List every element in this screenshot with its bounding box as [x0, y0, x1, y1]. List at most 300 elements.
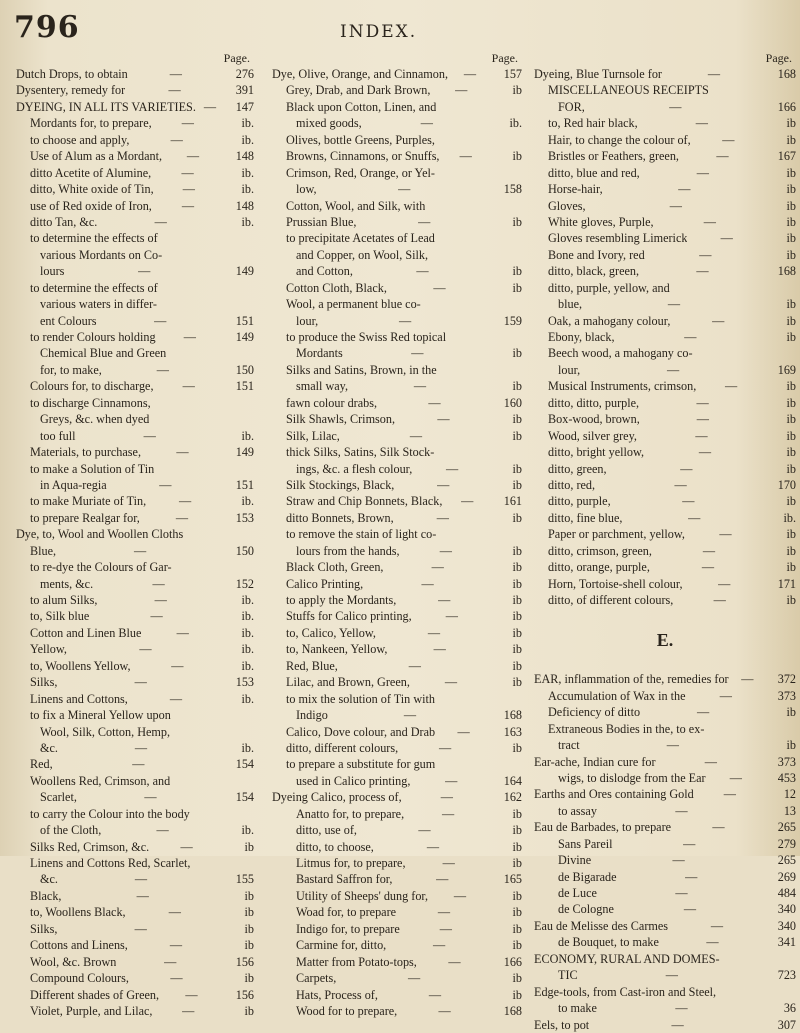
- index-entry: [272, 954, 522, 970]
- entry-page-ref: ib: [786, 705, 796, 720]
- entry-page-ref: 150: [235, 543, 254, 558]
- entry-leader: —: [403, 708, 416, 723]
- entry-text: Ear-ache, Indian cure for: [534, 754, 656, 769]
- index-entry: [534, 984, 796, 1000]
- entry-text: de Cologne: [558, 902, 614, 917]
- entry-page-ref: ib.: [241, 740, 254, 755]
- entry-page-ref: ib.: [241, 823, 254, 838]
- index-entry: [272, 789, 522, 805]
- entry-text: lours: [40, 264, 65, 279]
- index-entry: [16, 855, 254, 871]
- entry-text: Wood for to prepare,: [296, 1003, 398, 1018]
- index-entry: [272, 724, 522, 740]
- entry-leader: —: [413, 379, 427, 394]
- index-entry: [534, 66, 796, 82]
- entry-text: to discharge Cinnamons,: [30, 395, 151, 410]
- entry-text: Lilac, and Brown, Green,: [286, 675, 410, 690]
- entry-page-ref: ib.: [241, 658, 254, 673]
- entry-leader: —: [186, 149, 200, 164]
- index-entry: [16, 1003, 254, 1019]
- entry-text: Materials, to purchase,: [30, 445, 142, 460]
- entry-text: Indigo: [296, 708, 328, 723]
- entry-text: Dyeing Calico, process of,: [272, 790, 402, 805]
- index-entry: [16, 313, 254, 329]
- entry-leader: —: [169, 67, 182, 81]
- index-entry: [534, 770, 796, 786]
- index-entry: [534, 869, 796, 885]
- entry-text: ditto Tan, &c.: [30, 214, 98, 229]
- entry-text: Silks,: [30, 921, 58, 936]
- entry-text: DYEING, IN ALL ITS VARIETIES.: [16, 99, 196, 114]
- index-entry: [16, 148, 254, 164]
- entry-leader: —: [675, 803, 688, 818]
- entry-page-ref: ib: [244, 888, 254, 903]
- index-entry: [16, 608, 254, 624]
- entry-text: Stuffs for Calico printing,: [286, 609, 412, 624]
- entry-text: to, Woollens Yellow,: [30, 658, 131, 673]
- index-entry: [16, 954, 254, 970]
- entry-leader: —: [665, 968, 678, 983]
- entry-text: Divine: [558, 853, 592, 868]
- entry-leader: —: [169, 691, 183, 706]
- entry-text: ditto Acetite of Alumine,: [30, 165, 152, 180]
- entry-page-ref: 12: [783, 787, 796, 802]
- entry-page-ref: ib: [512, 560, 522, 575]
- entry-leader: —: [421, 576, 434, 591]
- entry-page-ref: 166: [503, 954, 522, 969]
- entry-leader: —: [457, 724, 470, 739]
- entry-text: to make: [558, 1001, 597, 1016]
- entry-page-ref: 13: [783, 803, 796, 818]
- index-entry: [16, 740, 254, 756]
- index-entry: [16, 345, 254, 361]
- entry-text: de Luce: [558, 886, 597, 900]
- entry-text: ditto, use of,: [296, 823, 357, 838]
- index-entry: [272, 313, 522, 329]
- entry-text: ditto, purple,: [548, 494, 611, 509]
- index-entry: [272, 806, 522, 822]
- entry-page-ref: 453: [777, 770, 796, 785]
- index-entry: [272, 592, 522, 608]
- entry-text: Bristles or Feathers, green,: [548, 149, 679, 164]
- index-entry: [534, 181, 796, 197]
- entry-text: ditto, of different colours,: [548, 593, 674, 607]
- entry-leader: —: [445, 773, 458, 788]
- index-entry: [534, 934, 796, 950]
- index-entry: [16, 378, 254, 394]
- index-entry: [534, 313, 796, 329]
- entry-page-ref: ib: [786, 165, 796, 180]
- entry-leader: —: [448, 954, 461, 969]
- entry-page-ref: ib: [786, 461, 796, 476]
- entry-leader: —: [175, 510, 188, 525]
- entry-text: lour,: [558, 362, 581, 377]
- entry-page-ref: ib: [244, 905, 254, 920]
- entry-text: Horse-hair,: [548, 182, 603, 197]
- entry-text: Hats, Process of,: [296, 987, 378, 1002]
- entry-leader: —: [181, 116, 194, 131]
- entry-page-ref: ib: [786, 395, 796, 410]
- entry-page-ref: ib: [786, 445, 796, 460]
- entry-text: Silks,: [30, 675, 58, 690]
- entry-text: Greys, &c. when dyed: [40, 412, 150, 427]
- entry-page-ref: ib: [786, 330, 796, 344]
- entry-leader: —: [441, 806, 455, 821]
- entry-leader: —: [411, 346, 424, 361]
- entry-text: Silk Stockings, Black,: [286, 477, 395, 492]
- entry-text: to produce the Swiss Red topical: [286, 330, 447, 344]
- entry-page-ref: ib: [512, 921, 522, 936]
- index-entry: [534, 214, 796, 230]
- entry-text: Woollens Red, Crimson, and: [30, 773, 171, 788]
- entry-text: to, Woollens Black,: [30, 905, 126, 920]
- entry-text: ent Colours: [40, 313, 97, 328]
- index-entry: [272, 493, 522, 509]
- entry-text: &c.: [40, 740, 58, 755]
- entry-page-ref: 156: [235, 954, 254, 969]
- index-entry: [16, 691, 254, 707]
- entry-text: Litmus for, to prepare,: [296, 856, 406, 870]
- entry-page-ref: 391: [235, 83, 254, 98]
- index-entry: [534, 148, 796, 164]
- entry-text: thick Silks, Satins, Silk Stock-: [286, 445, 435, 460]
- entry-text: Scarlet,: [40, 790, 77, 805]
- entry-page-ref: ib: [786, 182, 796, 197]
- index-entry: [534, 247, 796, 263]
- entry-leader: —: [436, 872, 449, 887]
- entry-page-ref: 149: [235, 445, 254, 460]
- entry-leader: —: [418, 214, 431, 229]
- entry-text: Matter from Potato-tops,: [296, 954, 417, 969]
- entry-leader: —: [428, 395, 441, 410]
- entry-text: ditto, blue and red,: [548, 165, 640, 180]
- entry-page-ref: 147: [235, 99, 254, 114]
- index-entry: [534, 198, 796, 214]
- entry-page-ref: 276: [235, 67, 254, 81]
- entry-leader: —: [461, 494, 474, 509]
- entry-text: Blue,: [30, 543, 57, 558]
- entry-leader: —: [139, 642, 152, 657]
- index-entry: [272, 247, 522, 263]
- entry-text: to, Red hair black,: [548, 116, 638, 131]
- entry-leader: —: [725, 379, 738, 394]
- entry-text: Bastard Saffron for,: [296, 872, 393, 887]
- entry-text: Wool, &c. Brown: [30, 954, 117, 969]
- entry-page-ref: ib.: [241, 494, 254, 509]
- index-entry: [16, 263, 254, 279]
- entry-text: Compound Colours,: [30, 971, 129, 986]
- entry-page-ref: ib: [512, 806, 522, 821]
- entry-page-ref: ib.: [241, 214, 254, 229]
- entry-text: Black upon Cotton, Linen, and: [286, 99, 437, 114]
- entry-page-ref: 152: [235, 576, 254, 591]
- entry-page-ref: ib: [512, 412, 522, 427]
- entry-page-ref: ib: [512, 543, 522, 558]
- entry-text: Yellow,: [30, 642, 67, 657]
- page-number: 796: [14, 10, 80, 45]
- index-entry: [272, 625, 522, 641]
- entry-page-ref: 154: [235, 757, 254, 772]
- entry-text: to render Colours holding: [30, 330, 156, 344]
- index-entry: [272, 526, 522, 542]
- entry-leader: —: [741, 672, 754, 687]
- index-entry: [16, 592, 254, 608]
- entry-leader: —: [703, 214, 716, 229]
- entry-text: too full: [40, 428, 76, 443]
- entry-page-ref: 150: [235, 362, 254, 377]
- index-entry: [534, 263, 796, 279]
- entry-page-ref: ib: [512, 987, 522, 1002]
- entry-text: ditto, White oxide of Tin,: [30, 182, 154, 197]
- entry-text: to make a Solution of Tin: [30, 461, 155, 476]
- entry-page-ref: ib: [512, 823, 522, 838]
- index-entry: [16, 477, 254, 493]
- entry-leader: —: [696, 165, 709, 180]
- index-entry: [272, 165, 522, 181]
- index-entry: [534, 444, 796, 460]
- entry-page-ref: ib.: [241, 182, 254, 197]
- entry-page-ref: ib: [512, 625, 522, 640]
- entry-leader: —: [420, 116, 433, 131]
- entry-leader: —: [669, 198, 682, 213]
- entry-text: mixed goods,: [296, 116, 362, 131]
- entry-text: Hair, to change the colour of,: [548, 132, 691, 147]
- entry-leader: —: [698, 445, 712, 460]
- entry-text: Silk, Lilac,: [286, 428, 340, 443]
- entry-leader: —: [176, 625, 189, 640]
- entry-page-ref: ib: [512, 905, 522, 920]
- entry-leader: —: [433, 280, 446, 295]
- index-entry: [534, 378, 796, 394]
- running-title: INDEX.: [340, 22, 418, 42]
- entry-leader: —: [712, 313, 725, 328]
- entry-text: &c.: [40, 872, 58, 887]
- entry-text: various Mordants on Co-: [40, 247, 163, 262]
- entry-page-ref: ib: [786, 527, 796, 542]
- entry-leader: —: [181, 165, 194, 180]
- index-entry: [272, 707, 522, 723]
- entry-page-ref: 148: [235, 149, 254, 164]
- entry-page-ref: ib: [244, 938, 254, 953]
- index-entry: [16, 724, 254, 740]
- entry-text: to choose and apply,: [30, 132, 130, 147]
- index-entry: [16, 822, 254, 838]
- entry-text: Paper or parchment, yellow,: [548, 527, 685, 542]
- index-entry: [16, 987, 254, 1003]
- entry-page-ref: ib: [512, 609, 522, 624]
- entry-leader: —: [409, 428, 422, 443]
- entry-page-ref: ib: [512, 971, 522, 986]
- entry-leader: —: [439, 921, 452, 936]
- entry-page-ref: ib: [244, 921, 254, 936]
- entry-page-ref: ib.: [241, 116, 254, 131]
- entry-page-ref: ib: [512, 839, 522, 854]
- index-entry: [272, 411, 522, 427]
- entry-text: low,: [296, 182, 317, 197]
- entry-page-ref: ib: [786, 412, 796, 427]
- index-entry: [272, 477, 522, 493]
- index-entry: [16, 937, 254, 953]
- entry-text: Use of Alum as a Mordant,: [30, 149, 163, 164]
- entry-text: FOR,: [558, 99, 585, 114]
- index-entry: [534, 461, 796, 477]
- index-entry: [534, 559, 796, 575]
- entry-leader: —: [459, 149, 472, 164]
- entry-page-ref: ib: [786, 560, 796, 575]
- entry-leader: —: [688, 510, 701, 525]
- entry-text: to re-dye the Colours of Gar-: [30, 560, 172, 575]
- entry-leader: —: [433, 642, 446, 657]
- entry-leader: —: [685, 869, 698, 884]
- entry-text: Carmine for, ditto,: [296, 938, 387, 953]
- entry-leader: —: [170, 971, 183, 986]
- entry-leader: —: [701, 560, 715, 575]
- index-entry: [272, 987, 522, 1003]
- entry-text: Horn, Tortoise-shell colour,: [548, 576, 683, 591]
- entry-page-ref: 151: [235, 379, 254, 394]
- entry-page-ref: 484: [777, 886, 796, 900]
- entry-text: wigs, to dislodge from the Ear: [558, 770, 706, 785]
- entry-page-ref: 159: [503, 313, 522, 328]
- entry-text: Cottons and Linens,: [30, 938, 128, 953]
- entry-page-ref: ib: [512, 477, 522, 492]
- entry-page-ref: 165: [503, 872, 522, 887]
- entry-leader: —: [168, 83, 181, 98]
- entry-text: Wood, silver grey,: [548, 428, 637, 443]
- entry-leader: —: [418, 823, 431, 838]
- entry-text: de Bigarade: [558, 869, 617, 884]
- index-entry: [272, 362, 522, 378]
- entry-page-ref: 148: [235, 198, 254, 213]
- index-entry: [16, 362, 254, 378]
- entry-page-ref: ib: [512, 576, 522, 591]
- entry-leader: —: [683, 902, 697, 917]
- entry-leader: —: [416, 264, 429, 279]
- index-entry: [534, 819, 796, 835]
- entry-leader: —: [675, 1001, 688, 1016]
- index-entry: [272, 576, 522, 592]
- index-entry: [272, 444, 522, 460]
- index-entry: [272, 280, 522, 296]
- entry-text: Dye, to, Wool and Woollen Cloths: [16, 527, 184, 542]
- index-entry: [272, 839, 522, 855]
- entry-text: to, Silk blue: [30, 609, 90, 624]
- entry-text: Indigo for, to prepare: [296, 921, 400, 936]
- index-entry: [16, 214, 254, 230]
- entry-page-ref: ib: [512, 593, 522, 607]
- entry-page-ref: ib: [786, 297, 796, 312]
- entry-page-ref: ib: [512, 280, 522, 295]
- index-entry: [534, 477, 796, 493]
- entry-text: Wool, Silk, Cotton, Hemp,: [40, 724, 171, 739]
- index-entry: [272, 773, 522, 789]
- entry-page-ref: 157: [503, 67, 522, 81]
- index-entry: [534, 99, 796, 115]
- index-entry: [16, 247, 254, 263]
- entry-text: ditto, red,: [548, 477, 596, 492]
- entry-leader: —: [152, 576, 165, 591]
- index-entry: [534, 704, 796, 720]
- index-entry: [272, 214, 522, 230]
- entry-text: tract: [558, 738, 580, 753]
- index-entry: [534, 82, 796, 98]
- entry-leader: —: [704, 754, 717, 769]
- entry-text: Dysentery, remedy for: [16, 83, 126, 98]
- entry-page-ref: 340: [777, 902, 796, 917]
- index-column-3: [534, 50, 796, 1033]
- entry-leader: —: [695, 116, 708, 131]
- index-entry: [272, 82, 522, 98]
- entry-leader: —: [720, 231, 733, 246]
- entry-text: ditto, crimson, green,: [548, 543, 652, 558]
- entry-page-ref: ib.: [783, 510, 796, 525]
- entry-text: Deficiency of ditto: [548, 705, 641, 720]
- entry-text: Prussian Blue,: [286, 214, 357, 229]
- entry-leader: —: [675, 886, 688, 900]
- entry-leader: —: [437, 905, 451, 920]
- index-entry: [534, 885, 796, 901]
- entry-page-ref: 269: [777, 869, 796, 884]
- entry-page-ref: 279: [777, 836, 796, 851]
- entry-text: ditto, fine blue,: [548, 510, 623, 525]
- entry-leader: —: [718, 576, 731, 591]
- index-entry: [534, 576, 796, 592]
- index-entry: [272, 937, 522, 953]
- entry-text: Wool, a permanent blue co-: [286, 297, 421, 312]
- index-entry: [534, 115, 796, 131]
- index-entry: [16, 510, 254, 526]
- index-entry: [534, 411, 796, 427]
- entry-leader: —: [463, 67, 477, 81]
- entry-text: Woad for, to prepare: [296, 905, 397, 920]
- entry-page-ref: ib.: [241, 625, 254, 640]
- entry-leader: —: [696, 264, 709, 279]
- entry-page-ref: 171: [777, 576, 796, 591]
- entry-text: Black Cloth, Green,: [286, 560, 384, 575]
- index-entry: [16, 198, 254, 214]
- entry-page-ref: ib: [786, 379, 796, 394]
- entry-text: to carry the Colour into the body: [30, 806, 190, 821]
- index-entry: [16, 444, 254, 460]
- index-entry: [534, 280, 796, 296]
- entry-page-ref: 372: [777, 672, 796, 687]
- index-entry: [534, 543, 796, 559]
- entry-text: use of Red oxide of Iron,: [30, 198, 152, 213]
- entry-page-ref: 167: [777, 149, 796, 164]
- entry-text: Straw and Chip Bonnets, Black,: [286, 494, 443, 509]
- index-entry: [272, 855, 522, 871]
- index-entry: [16, 493, 254, 509]
- entry-text: various waters in differ-: [40, 297, 157, 312]
- entry-leader: —: [168, 905, 181, 920]
- entry-text: Mordants: [296, 346, 343, 361]
- entry-leader: —: [436, 510, 449, 525]
- entry-page-ref: 340: [777, 918, 796, 933]
- index-entry: [272, 888, 522, 904]
- index-entry: [16, 230, 254, 246]
- entry-page-ref: 373: [777, 688, 796, 703]
- index-entry: [534, 852, 796, 868]
- entry-text: Crimson, Red, Orange, or Yel-: [286, 165, 435, 180]
- entry-text: Carpets,: [296, 971, 337, 986]
- entry-text: Cotton and Linen Blue: [30, 625, 142, 640]
- entry-page-ref: 163: [503, 724, 522, 739]
- entry-page-ref: 149: [235, 330, 254, 344]
- index-entry: [16, 641, 254, 657]
- index-entry: [534, 493, 796, 509]
- entry-leader: —: [438, 1003, 451, 1018]
- entry-text: Dye, Olive, Orange, and Cinnamon,: [272, 67, 448, 81]
